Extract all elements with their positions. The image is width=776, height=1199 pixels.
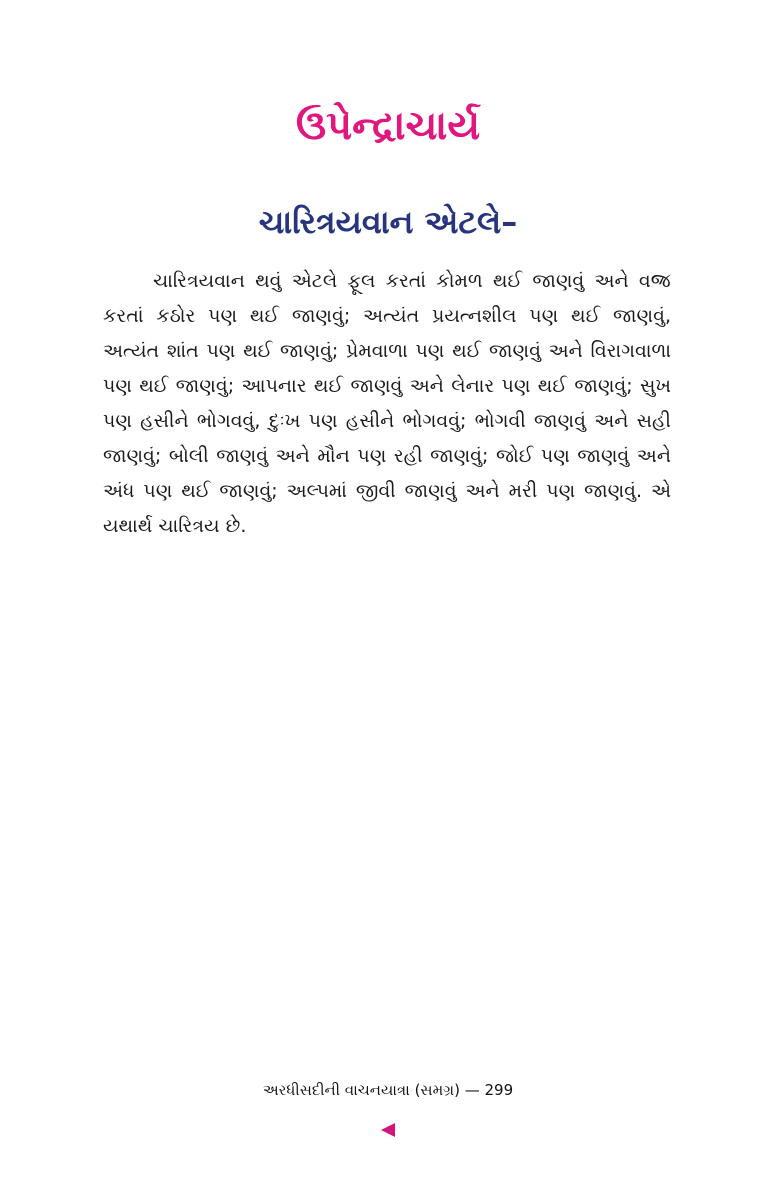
page-footer: અરધીસદીની વાચનયાત્રા (સમગ્ર) — 299 — [262, 1081, 514, 1099]
body-paragraph: ચારિત્રયવાન થવું એટલે ફૂલ કરતાં કોમળ થઈ જાણવું અને વજ્ર કરતાં કઠોર પણ થઈ જાણવું; અત્યંત પ્રયત્નશીલ પણ થઈ જાણવું, અત્યંત શાંત પણ થઈ જાણવું; પ્રેમવાળા પણ થઈ જાણવું અને વિરાગવાળા પણ થઈ જાણવું; આપનાર થઈ જાણવું અને લેનાર પણ થઈ જાણવું; સુખ પણ હસીને ભોગવવું, દુઃખ પણ હસીને ભોગવવું; ભોગવી જાણવું અને સહી જાણવું; બોલી જાણવું અને મૌન પણ રહી જાણવું; જોઈ પણ જાણવું અને અંધ પણ થઈ જાણવું; અલ્પમાં જીવી જાણવું અને મરી પણ જાણવું. એ યથાર્થ ચારિત્રય છે. — [103, 270, 671, 537]
left-triangle-shape — [381, 1123, 395, 1137]
page-title: ઉપેન્દ્રાચાર્ય — [295, 103, 481, 149]
section-heading: ચારિત્રયવાન એટલે– — [258, 203, 518, 241]
left-triangle-icon — [379, 1121, 397, 1139]
